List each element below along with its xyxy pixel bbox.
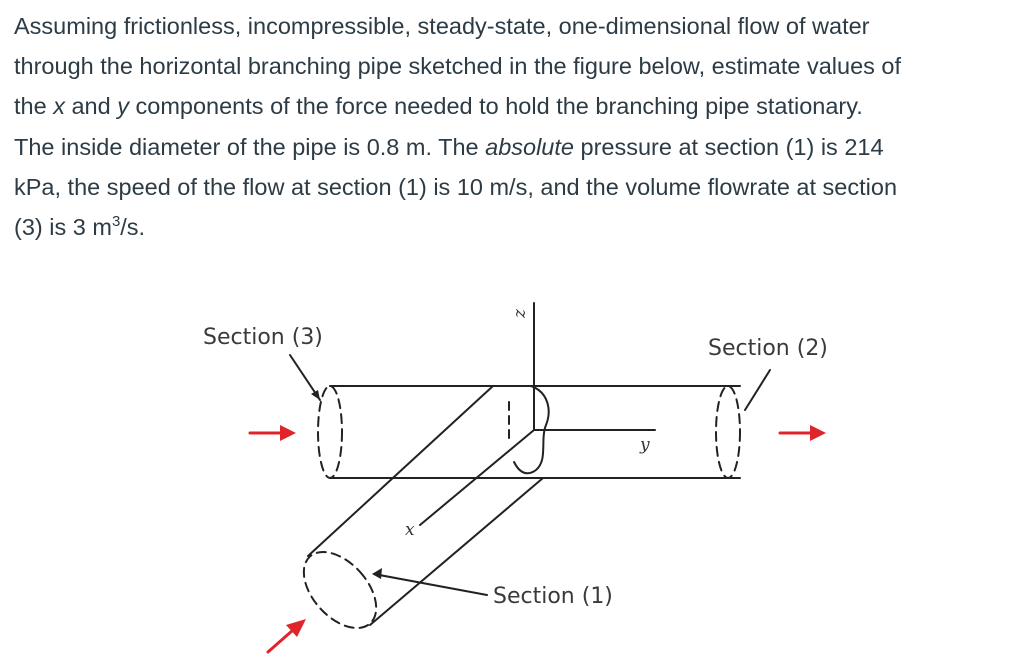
- problem-statement: [14, 6, 1018, 247]
- axis-z-label: z: [510, 309, 530, 318]
- inflow-arrow-section1-head: [286, 619, 306, 637]
- problem-line-2: through the horizontal branching pipe sketched in the figure below, estimate values of: [14, 53, 902, 80]
- text-segment: (3) is 3 m: [14, 214, 112, 241]
- text-segment: pressure at section (1) is 214: [573, 133, 884, 160]
- section2-ellipse: [716, 386, 740, 478]
- junction-curve: [514, 386, 549, 473]
- axis-x-label: x: [405, 520, 415, 540]
- section1-leader-arrowhead: [372, 568, 382, 579]
- problem-line-1: Assuming frictionless, incompressible, steady-state, one-dimensional flow of water: [14, 13, 870, 39]
- problem-line-5: kPa, the speed of the flow at section (1) is 10 m/s, and the volume flowrate at section: [14, 173, 898, 200]
- text-segment: and: [64, 93, 118, 120]
- section3-ellipse: [318, 386, 342, 478]
- section3-leader-arrowhead: [311, 390, 320, 400]
- section1-leader: [374, 574, 487, 595]
- inflow-arrow-section1-shaft: [268, 630, 293, 652]
- section3-leader: [290, 355, 320, 400]
- section1-ellipse: [290, 538, 390, 641]
- problem-line-4: [14, 127, 1018, 167]
- axis-y-label: y: [640, 435, 650, 455]
- section3-label: Section (3): [203, 325, 323, 350]
- x-axis: [420, 430, 534, 525]
- problem-line-3: [14, 86, 1018, 126]
- text-segment: /s.: [120, 214, 146, 241]
- variable-y: y: [117, 93, 129, 120]
- variable-x: x: [53, 93, 65, 120]
- section2-leader: [745, 370, 770, 410]
- branch-pipe-lower-edge: [370, 478, 543, 625]
- inflow-arrow-section3-head: [280, 425, 296, 441]
- section2-label: Section (2): [708, 336, 828, 361]
- branch-pipe-upper-edge: [308, 386, 493, 556]
- problem-line-6: [14, 207, 1018, 247]
- text-segment: components of the force needed to hold the branching pipe stationary.: [128, 93, 863, 120]
- emphasis-absolute: absolute: [485, 133, 574, 160]
- text-segment: The inside diameter of the pipe is 0.8 m. The: [14, 133, 486, 160]
- outflow-arrow-section2-head: [810, 425, 826, 441]
- text-segment: the: [14, 93, 54, 120]
- section1-label: Section (1): [493, 584, 613, 609]
- superscript: 3: [111, 213, 121, 231]
